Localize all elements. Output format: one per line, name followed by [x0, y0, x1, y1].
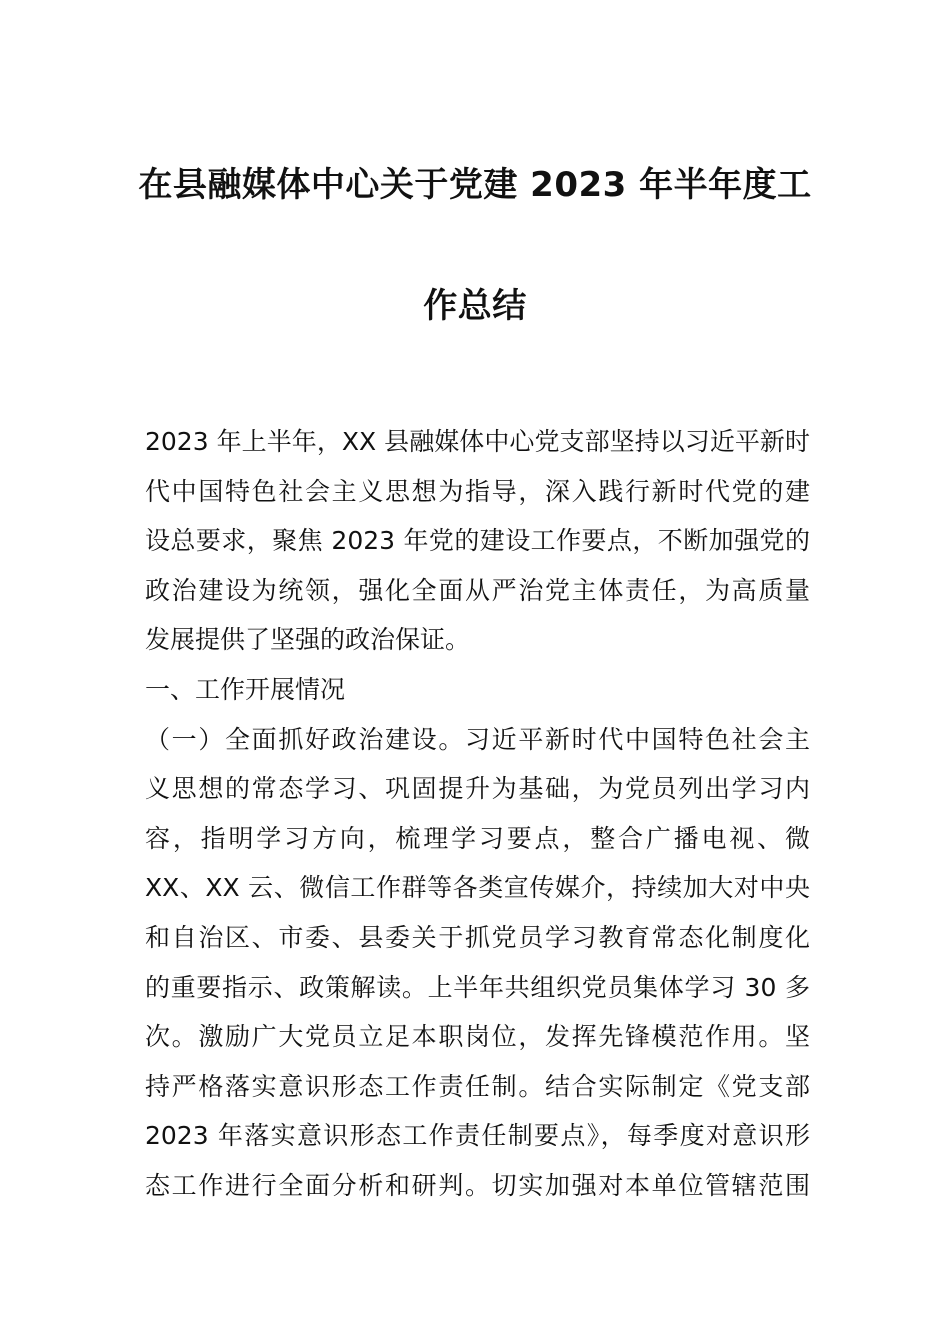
document-body — [145, 417, 810, 1211]
body-line: 2023 年上半年，XX 县融媒体中心党支部坚持以习近平新时 — [145, 427, 810, 456]
body-line: 的重要指示、政策解读。上半年共组织党员集体学习 30 多 — [145, 972, 810, 1002]
body-line: 发展提供了坚强的政治保证。 — [145, 625, 471, 655]
body-line: 设总要求，聚焦 2023 年党的建设工作要点，不断加强党的 — [145, 526, 810, 556]
body-line: 和自治区、市委、县委关于抓党员学习教育常态化制度化 — [145, 922, 810, 952]
body-line: 2023 年落实意识形态工作责任制要点》，每季度对意识形 — [145, 1121, 810, 1151]
document-title-line-2: 作总结 — [423, 286, 527, 326]
body-line: 次。激励广大党员立足本职岗位，发挥先锋模范作用。坚 — [145, 1022, 810, 1052]
section-heading: 一、工作开展情况 — [145, 674, 346, 704]
body-line: 态工作进行全面分析和研判。切实加强对本单位管辖范围 — [145, 1170, 810, 1200]
body-line: 容，指明学习方向，梳理学习要点，整合广播电视、微 — [145, 823, 810, 853]
body-line: 持严格落实意识形态工作责任制。结合实际制定《党支部 — [145, 1071, 810, 1101]
body-line: 代中国特色社会主义思想为指导，深入践行新时代党的建 — [145, 476, 810, 506]
body-line: （一）全面抓好政治建设。习近平新时代中国特色社会主 — [145, 724, 810, 754]
body-line: 义思想的常态学习、巩固提升为基础，为党员列出学习内 — [145, 774, 810, 804]
body-line: 政治建设为统领，强化全面从严治党主体责任，为高质量 — [145, 575, 810, 605]
body-line: XX、XX 云、微信工作群等各类宣传媒介，持续加大对中央 — [145, 873, 810, 903]
document-title-line-1: 在县融媒体中心关于党建 2023 年半年度工 — [138, 165, 812, 205]
